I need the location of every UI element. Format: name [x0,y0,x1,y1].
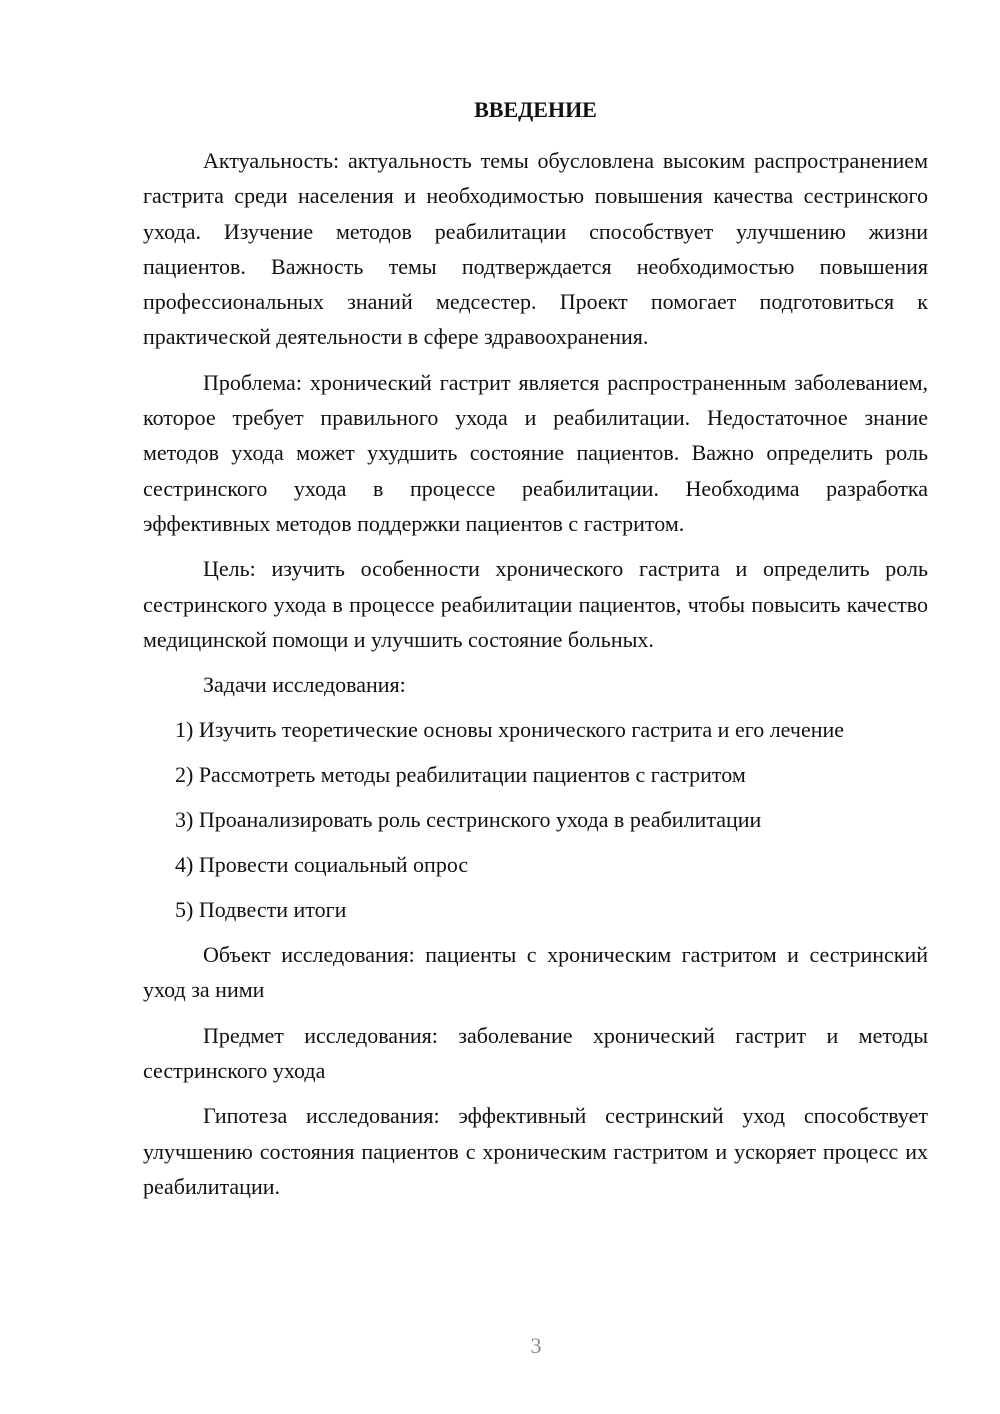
tasks-heading: Задачи исследования: [203,672,406,698]
object-paragraph: Объект исследования: пациенты с хроническим гастритом и сестринский уход за ними [143,942,928,1003]
task-item-4: 4) Провести социальный опрос [175,852,469,878]
page-heading: ВВЕДЕНИЕ [474,97,597,122]
task-item-1: 1) Изучить теоретические основы хронического гастрита и его лечение [175,717,845,743]
problem-paragraph: Проблема: хронический гастрит является распространенным заболеванием, которое требует правильного ухода и реабилитации. Недостаточное знание методов ухода может ухудшить состояние пациентов. Важно определить роль сестринского ухода в процессе реабилитации. Необходима разработка эффективных методов поддержки пациентов с гастритом. [143,369,928,536]
task-item-5: 5) Подвести итоги [175,897,347,923]
relevance-paragraph: Актуальность: актуальность темы обусловлена высоким распространением гастрита среди населения и необходимостью повышения качества сестринского ухода. Изучение методов реабилитации способствует улучшению жизни пациентов. Важность темы подтверждается необходимостью повышения профессиональных знаний медсестер. Проект помогает подготовиться к практической деятельности в сфере здравоохранения. [143,148,928,350]
goal-paragraph: Цель: изучить особенности хронического гастрита и определить роль сестринского ухода в процессе реабилитации пациентов, чтобы повысить качество медицинской помощи и улучшить состояние больных. [143,556,928,652]
task-item-2: 2) Рассмотреть методы реабилитации пациентов с гастритом [175,762,746,788]
hypothesis-paragraph: Гипотеза исследования: эффективный сестринский уход способствует улучшению состояния пациентов с хроническим гастритом и ускоряет процесс их реабилитации. [143,1103,928,1199]
task-item-3: 3) Проанализировать роль сестринского ухода в реабилитации [175,807,762,833]
document-page [143,95,928,1214]
tasks-list [143,712,928,927]
page-number: 3 [530,1333,542,1358]
subject-paragraph: Предмет исследования: заболевание хронический гастрит и методы сестринского ухода [143,1022,928,1084]
